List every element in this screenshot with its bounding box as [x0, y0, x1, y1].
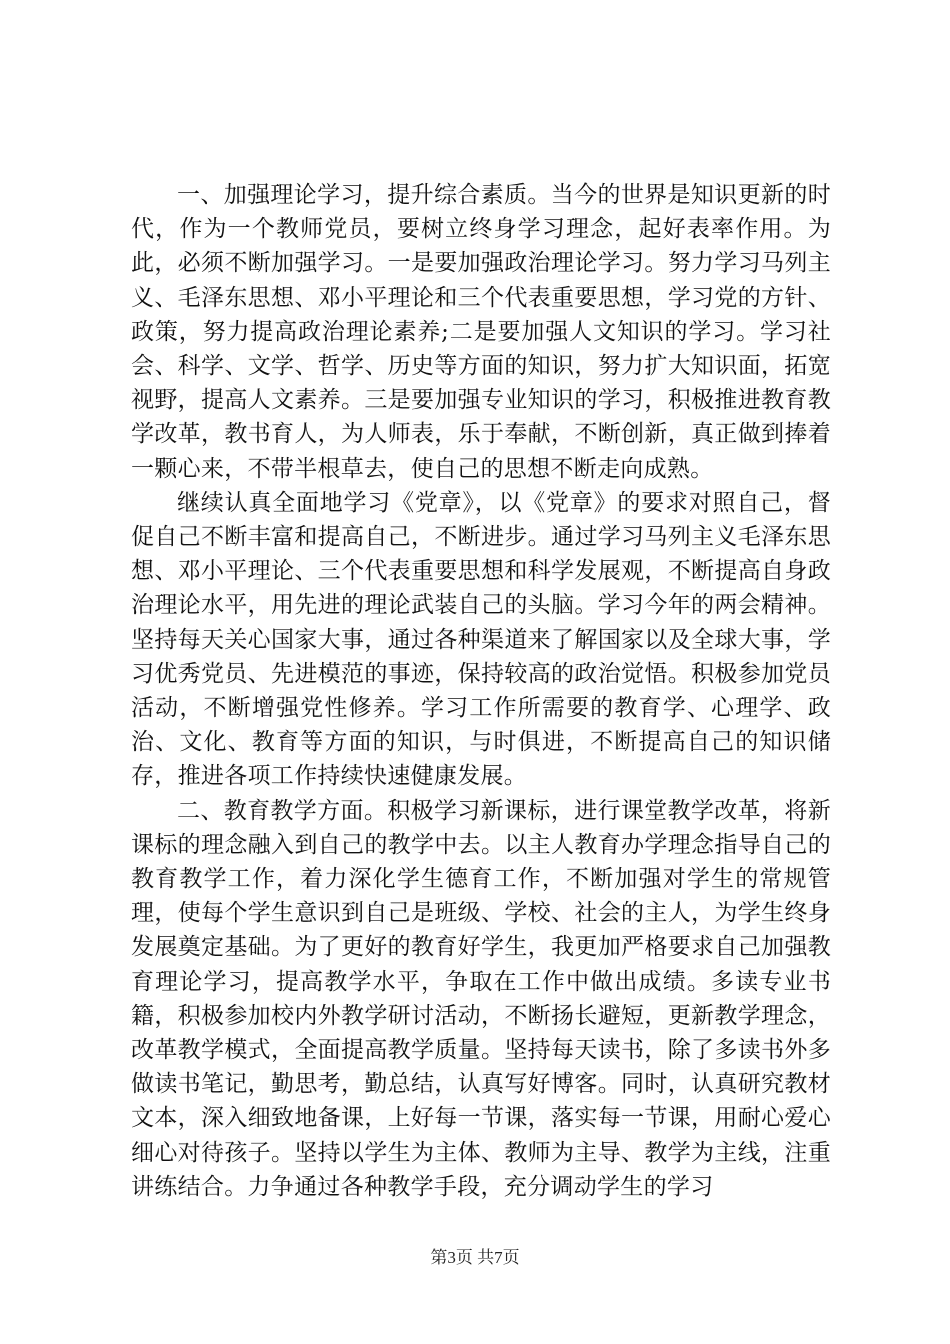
paragraph-2: 继续认真全面地学习《党章》，以《党章》的要求对照自己，督促自己不断丰富和提高自己，不断进步。通过学习马列主义毛泽东思想、邓小平理论、三个代表重要思想和科学发展观，不断提高自身政治理论水平，用先进的理论武装自己的头脑。学习今年的两会精神。坚持每天关心国家大事，通过各种渠道来了解国家以及全球大事，学习优秀党员、先进模范的事迹，保持较高的政治觉悟。积极参加党员活动，不断增强党性修养。学习工作所需要的教育学、心理学、政治、文化、教育等方面的知识，与时俱进，不断提高自己的知识储存，推进各项工作持续快速健康发展。	[131, 489, 831, 790]
paragraph-3: 二、教育教学方面。积极学习新课标，进行课堂教学改革，将新课标的理念融入到自己的教学中去。以主人教育办学理念指导自己的教育教学工作，着力深化学生德育工作，不断加强对学生的常规管理，使每个学生意识到自己是班级、学校、社会的主人，为学生终身发展奠定基础。为了更好的教育好学生，我更加严格要求自己加强教育理论学习，提高教学水平，争取在工作中做出成绩。多读专业书籍，积极参加校内外教学研讨活动，不断扬长避短，更新教学理念，改革教学模式，全面提高教学质量。坚持每天读书，除了多读书外多做读书笔记，勤思考，勤总结，认真写好博客。同时，认真研究教材文本，深入细致地备课，上好每一节课，落实每一节课，用耐心爱心细心对待孩子。坚持以学生为主体、教师为主导、教学为主线，注重讲练结合。力争通过各种教学手段，充分调动学生的学习	[131, 797, 831, 1200]
body-text	[131, 178, 831, 1204]
paragraph-1: 一、加强理论学习，提升综合素质。当今的世界是知识更新的时代，作为一个教师党员，要树立终身学习理念，起好表率作用。为此，必须不断加强学习。一是要加强政治理论学习。努力学习马列主义、毛泽东思想、邓小平理论和三个代表重要思想，学习党的方针、政策，努力提高政治理论素养;二是要加强人文知识的学习。学习社会、科学、文学、哲学、历史等方面的知识，努力扩大知识面，拓宽视野，提高人文素养。三是要加强专业知识的学习，积极推进教育教学改革，教书育人，为人师表，乐于奉献，不断创新，真正做到捧着一颗心来，不带半根草去，使自己的思想不断走向成熟。	[131, 182, 831, 482]
page-footer: 第3页 共7页	[430, 1248, 520, 1267]
